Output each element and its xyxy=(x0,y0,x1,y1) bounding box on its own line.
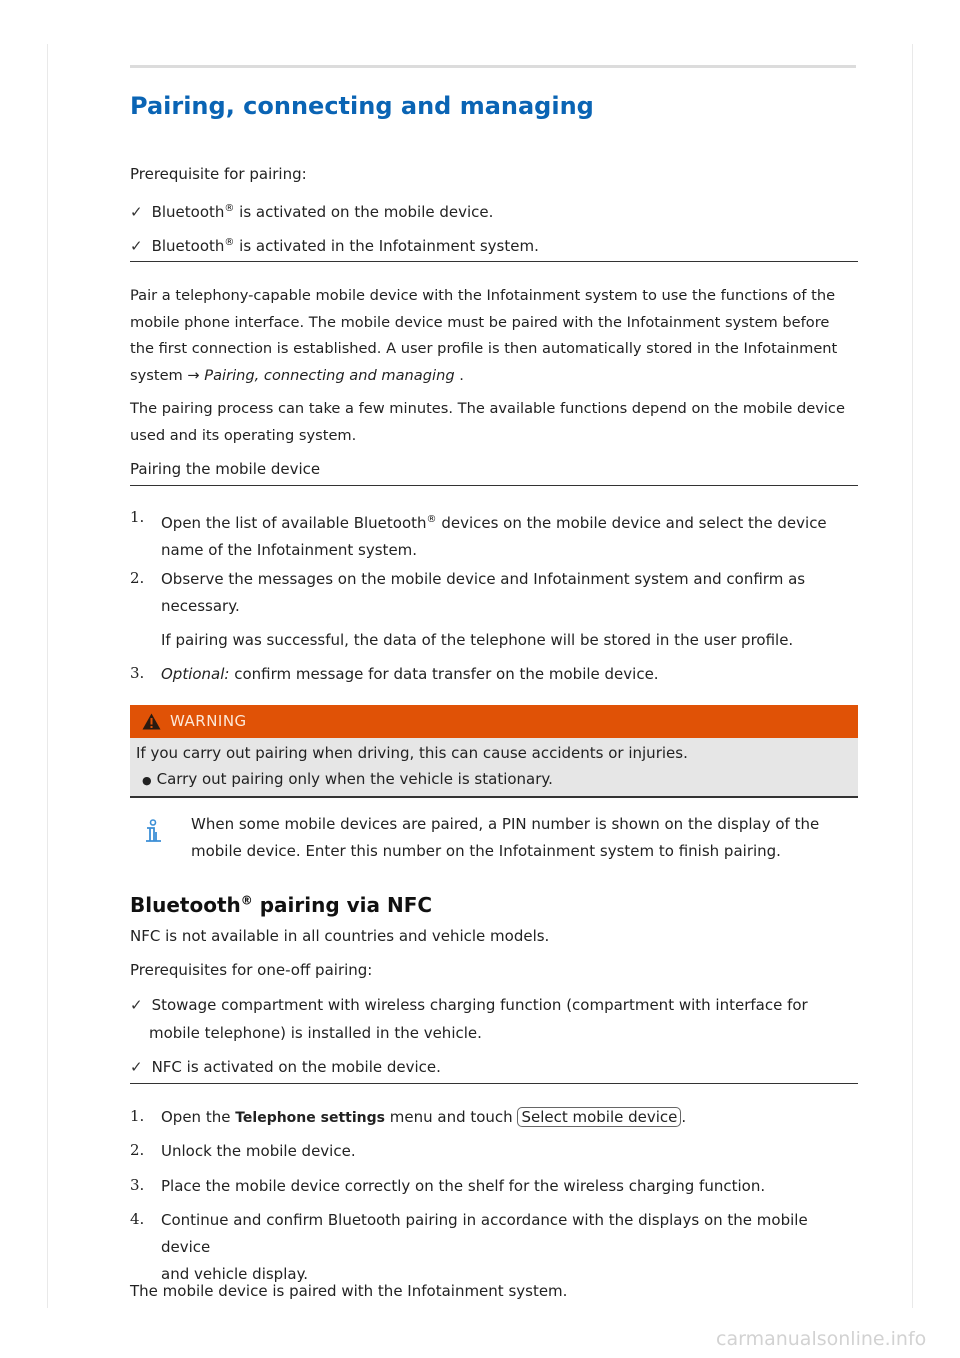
prerequisite-item: ✓ Bluetooth® is activated in the Infotainment system. xyxy=(130,237,539,255)
step-1: Open the list of available Bluetooth® devices on the mobile device and select the device name of the Infotainment system. xyxy=(161,514,827,559)
page-border-left xyxy=(47,44,48,1308)
step-2: Observe the messages on the mobile device and Infotainment system and confirm as necessary. If pairing was successful, the data of the telephone will be stored in the user profile. xyxy=(161,566,859,654)
header-rule xyxy=(130,65,856,68)
warning-body xyxy=(130,738,858,798)
info-icon xyxy=(143,819,165,845)
step-number: 3. xyxy=(130,664,145,682)
section-divider xyxy=(130,1083,858,1084)
warning-text: If you carry out pairing when driving, this can cause accidents or injuries. xyxy=(136,744,688,762)
nfc-prerequisite-item: ✓ Stowage compartment with wireless charging function (compartment with interface for mobile telephone) is installed in the vehicle. xyxy=(130,996,808,1042)
nfc-step-3: Place the mobile device correctly on the shelf for the wireless charging function. xyxy=(161,1177,766,1195)
step-number: 2. xyxy=(130,569,145,587)
page-border-right xyxy=(912,44,913,1308)
pairing-subheading: Pairing the mobile device xyxy=(130,460,321,478)
prerequisite-item: ✓ Bluetooth® is activated on the mobile device. xyxy=(130,203,494,221)
watermark: carmanualsonline.info xyxy=(716,1328,927,1350)
select-mobile-device-button[interactable]: Select mobile device xyxy=(517,1107,681,1127)
step-result: If pairing was successful, the data of the telephone will be stored in the user profile. xyxy=(161,631,794,649)
prerequisite-label: Prerequisite for pairing: xyxy=(130,165,307,183)
nfc-step-2: Unlock the mobile device. xyxy=(161,1142,356,1160)
step-number: 3. xyxy=(130,1176,145,1194)
cross-reference-link[interactable]: Pairing, connecting and managing xyxy=(204,366,455,384)
page-title: Pairing, connecting and managing xyxy=(130,92,594,120)
check-icon: ✓ xyxy=(130,1058,143,1076)
step-number: 4. xyxy=(130,1210,145,1228)
info-note: When some mobile devices are paired, a PIN number is shown on the display of the mobile device. Enter this number on the Infotainment system to finish pairing. xyxy=(191,815,820,860)
step-number: 1. xyxy=(130,508,145,526)
conclusion-text: The mobile device is paired with the Infotainment system. xyxy=(130,1282,568,1300)
arrow-icon: → xyxy=(187,366,200,384)
step-3: Optional: confirm message for data transfer on the mobile device. xyxy=(161,665,659,683)
check-icon: ✓ xyxy=(130,237,143,255)
process-paragraph: The pairing process can take a few minutes. The available functions depend on the mobile device used and its operating system. xyxy=(130,400,845,444)
intro-paragraph: Pair a telephony-capable mobile device with the Infotainment system to use the functions of the mobile phone interface. The mobile device must be paired with the Infotainment system before the first connection is established. A user profile is then automatically stored in the Infotainment system → Pairing, connecting and managing . xyxy=(130,287,838,384)
check-icon: ✓ xyxy=(130,996,143,1014)
warning-bullet: ● Carry out pairing only when the vehicle is stationary. xyxy=(142,770,553,788)
nfc-prerequisite-label: Prerequisites for one-off pairing: xyxy=(130,961,373,979)
bullet-icon: ● xyxy=(142,774,152,787)
warning-triangle-icon xyxy=(142,713,161,730)
nfc-prerequisite-item: ✓ NFC is activated on the mobile device. xyxy=(130,1058,441,1076)
warning-header xyxy=(130,705,858,738)
step-number: 2. xyxy=(130,1141,145,1159)
nfc-section-title: Bluetooth® pairing via NFC xyxy=(130,893,433,917)
nfc-step-4: Continue and confirm Bluetooth pairing in accordance with the displays on the mobile device and vehicle display. xyxy=(161,1211,808,1283)
nfc-step-1: Open the Telephone settings menu and touch Select mobile device . xyxy=(161,1108,687,1126)
check-icon: ✓ xyxy=(130,203,143,221)
warning-label: WARNING xyxy=(170,712,247,730)
menu-name: Telephone settings xyxy=(235,1110,385,1126)
section-divider xyxy=(130,485,858,486)
step-number: 1. xyxy=(130,1107,145,1125)
section-divider xyxy=(130,261,858,262)
nfc-availability: NFC is not available in all countries and vehicle models. xyxy=(130,927,550,945)
